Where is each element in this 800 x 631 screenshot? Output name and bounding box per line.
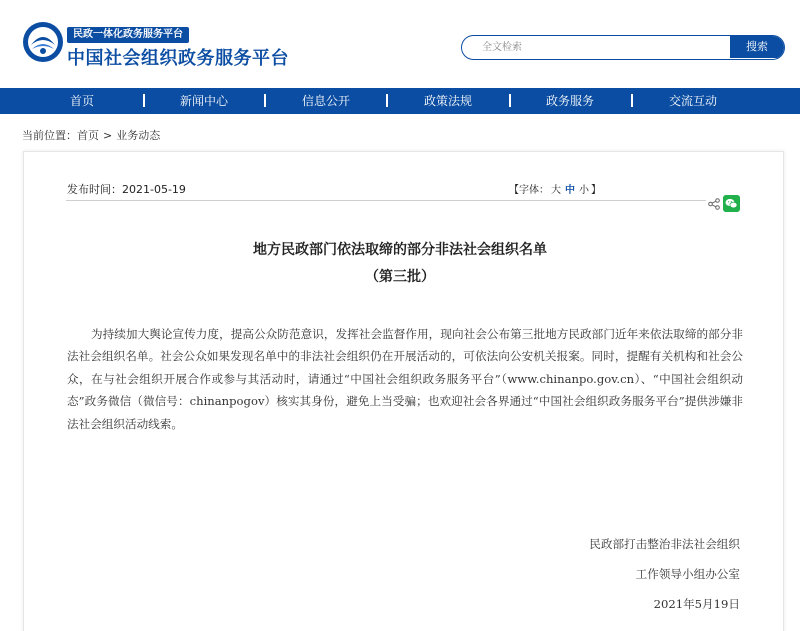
wechat-icon[interactable] — [723, 195, 740, 212]
publish-date: 发布时间：2021-05-19 — [67, 183, 186, 196]
meta-divider — [66, 200, 706, 201]
font-size-large[interactable]: 大 — [551, 185, 561, 196]
breadcrumb — [22, 127, 164, 143]
breadcrumb-home[interactable]: 首页 — [77, 129, 99, 142]
emblem-logo-icon[interactable] — [22, 21, 64, 63]
nav-divider — [264, 94, 266, 107]
nav-item-policy[interactable]: 政策法规 — [423, 94, 472, 108]
main-nav — [0, 88, 800, 114]
font-size-open: 【字体： — [509, 185, 549, 196]
nav-item-home[interactable]: 首页 — [69, 94, 94, 108]
article-title: 地方民政部门依法取缔的部分非法社会组织名单 — [253, 242, 547, 258]
share-icon[interactable] — [708, 198, 720, 210]
article-subtitle: （第三批） — [365, 269, 435, 285]
font-size-small[interactable]: 小 — [579, 185, 589, 196]
nav-divider — [143, 94, 145, 107]
article-body: 为持续加大舆论宣传力度，提高公众防范意识，发挥社会监督作用，现向社会公布第三批地方民政部门近年来依法取缔的部分非法社会组织名单。社会公众如果发现名单中的非法社会组织仍在开展活动的，可依法向公安机关报案。同时，提醒有关机构和社会公众，在与社会组织开展合作或参与其活动时，请通过“中国社会组织政务服务平台”（www.chinanpo.gov.cn）、“中国社会组织动态”政务微信（微信号：chinanpogov）核实其身份，避免上当受骗；也欢迎社会各界通过“中国社会组织政务服务平台”提供涉嫌非法社会组织活动线索。 — [67, 327, 743, 431]
search-button[interactable]: 搜索 — [730, 36, 784, 58]
search-input[interactable] — [462, 36, 731, 58]
nav-item-news[interactable]: 新闻中心 — [179, 94, 228, 108]
platform-tag: 民政一体化政务服务平台 — [67, 27, 189, 43]
breadcrumb-current[interactable]: 业务动态 — [116, 129, 161, 142]
font-size-medium[interactable]: 中 — [565, 185, 575, 196]
breadcrumb-separator: > — [103, 129, 113, 142]
nav-divider — [509, 94, 511, 107]
site-header — [0, 0, 800, 88]
site-title[interactable]: 中国社会组织政务服务平台 — [67, 48, 289, 69]
signature-org: 民政部打击整治非法社会组织 — [589, 537, 740, 551]
font-size-control — [509, 181, 601, 196]
nav-item-info-disclosure[interactable]: 信息公开 — [301, 94, 350, 108]
breadcrumb-prefix: 当前位置： — [22, 129, 77, 142]
search-box — [461, 35, 785, 60]
signature-date: 2021年5月19日 — [653, 597, 740, 611]
nav-divider — [386, 94, 388, 107]
nav-item-interaction[interactable]: 交流互动 — [668, 94, 717, 108]
nav-divider — [631, 94, 633, 107]
font-size-close: 】 — [591, 185, 601, 196]
nav-item-services[interactable]: 政务服务 — [545, 94, 594, 108]
signature-office: 工作领导小组办公室 — [635, 567, 740, 581]
